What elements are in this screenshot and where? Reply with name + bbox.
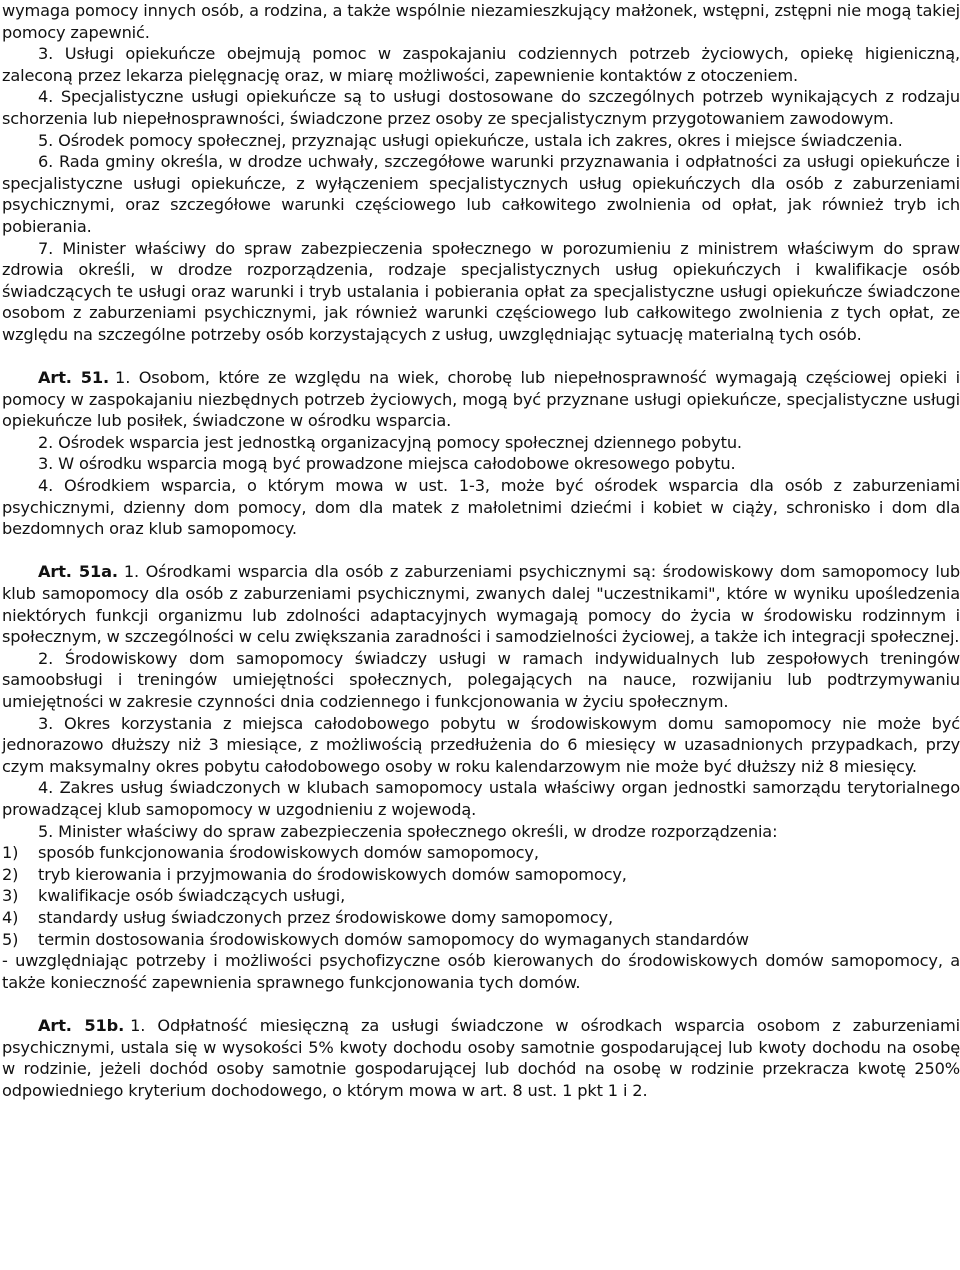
art50-par-4: 4. Specjalistyczne usługi opiekuńcze są to usługi dostosowane do szczególnych potrzeb wynikających z rodzaju schorzenia lub niepełnosprawności, świadczone przez osoby ze specjalistycznym przygotowaniem zawodowym. — [2, 87, 960, 128]
list-item-text: tryb kierowania i przyjmowania do środowiskowych domów samopomocy, — [38, 864, 627, 884]
art50-par-5: 5. Ośrodek pomocy społecznej, przyznając usługi opiekuńcze, ustala ich zakres, okres i miejsce świadczenia. — [38, 130, 903, 150]
list-item-text: sposób funkcjonowania środowiskowych domów samopomocy, — [38, 843, 539, 863]
article-heading: Art. 51b. — [38, 1015, 125, 1035]
article-51 — [2, 367, 960, 540]
list-item-text: standardy usług świadczonych przez środowiskowe domy samopomocy, — [38, 907, 613, 927]
list-item-number: 2) — [2, 864, 19, 884]
list-item — [2, 864, 960, 886]
list-item-text: termin dostosowania środowiskowych domów samopomocy do wymaganych standardów — [38, 929, 749, 949]
art51b-par-1-text: 1. Odpłatność miesięczną za usługi świadczone w ośrodkach wsparcia osobom z zaburzeniami psychicznymi, ustala się w wysokości 5% kwoty dochodu osoby samotnie gospodarującej lub kwoty dochodu na osobę w rodzinie, jeżeli dochód osoby samotnie gospodarującej lub dochód na osobę w rodzinie przekracza kwotę 250% odpowiedniego kryterium dochodowego, o którym mowa w art. 8 ust. 1 pkt 1 i 2. — [2, 1015, 960, 1100]
list-item-number: 5) — [2, 929, 19, 949]
article-51a — [2, 561, 960, 993]
art51a-par-1 — [2, 561, 960, 647]
continued-paragraph: wymaga pomocy innych osób, a rodzina, a także wspólnie niezamieszkujący małżonek, wstępni, zstępni nie mogą takiej pomocy zapewnić. — [2, 1, 960, 42]
art51a-par-3: 3. Okres korzystania z miejsca całodobowego pobytu w środowiskowym domu samopomocy nie może być jednorazowo dłuższy niż 3 miesiące, z możliwością przedłużenia do 6 miesięcy w uzasadnionych przypadkach, przy czym maksymalny okres pobytu całodobowego osoby w roku kalendarzowym nie może być dłuższy niż 8 miesięcy. — [2, 713, 960, 776]
article-51b — [2, 1015, 960, 1101]
list-item — [2, 907, 960, 929]
art50-par-7: 7. Minister właściwy do spraw zabezpieczenia społecznego w porozumieniu z ministrem właściwym do spraw zdrowia określi, w drodze rozporządzenia, rodzaje specjalistycznych usług opiekuńczych i kwalifikacje osób świadczących te usługi oraz warunki i tryb ustalania i pobierania opłat za specjalistyczne usługi opiekuńcze świadczone osobom z zaburzeniami psychicznymi, jak również warunki częściowego lub całkowitego zwolnienia z tych opłat, ze względu na szczególne potrzeby osób korzystających z usług, uwzględniając sytuację materialną tych osób. — [2, 238, 960, 344]
art51b-par-1 — [2, 1015, 960, 1101]
list-item-number: 1) — [2, 843, 19, 863]
art51-par-1-text: 1. Osobom, które ze względu na wiek, chorobę lub niepełnosprawność wymagają częściowej opieki i pomocy w zaspokajaniu niezbędnych potrzeb życiowych, mogą być przyznane usługi opiekuńcze, specjalistyczne usługi opiekuńcze lub posiłek, świadczone w ośrodku wsparcia. — [2, 368, 960, 431]
art51a-par-2: 2. Środowiskowy dom samopomocy świadczy usługi w ramach indywidualnych lub zespołowych treningów samoobsługi i treningów umiejętności społecznych, polegających na nauce, rozwijaniu lub podtrzymywaniu umiejętności w zakresie czynności dnia codziennego i funkcjonowania w życiu społecznym. — [2, 648, 960, 711]
list-item-number: 3) — [2, 886, 19, 906]
art51a-closing: - uwzględniając potrzeby i możliwości psychofizyczne osób kierowanych do środowiskowych domów samopomocy, a także konieczność zapewnienia sprawnego funkcjonowania tych domów. — [2, 951, 960, 992]
art51-par-3: 3. W ośrodku wsparcia mogą być prowadzone miejsca całodobowe okresowego pobytu. — [38, 454, 736, 474]
list-item — [2, 929, 960, 951]
list-item-number: 4) — [2, 907, 19, 927]
article-heading: Art. 51. — [38, 368, 110, 388]
article-heading: Art. 51a. — [38, 562, 118, 582]
art50-par-6: 6. Rada gminy określa, w drodze uchwały, szczegółowe warunki przyznawania i odpłatności za usługi opiekuńcze i specjalistyczne usługi opiekuńcze, z wyłączeniem specjalistycznych usług opiekuńczych dla osób z zaburzeniami psychicznymi, oraz szczegółowe warunki częściowego lub całkowitego zwolnienia od opłat, jak również tryb ich pobierania. — [2, 152, 960, 236]
list-item-text: kwalifikacje osób świadczących usługi, — [38, 886, 346, 906]
list-item — [2, 842, 960, 864]
art50-par-3: 3. Usługi opiekuńcze obejmują pomoc w zaspokajaniu codziennych potrzeb życiowych, opiekę higieniczną, zaleconą przez lekarza pielęgnację oraz, w miarę możliwości, zapewnienie kontaktów z otoczeniem. — [2, 44, 960, 85]
list-item — [2, 885, 960, 907]
art51a-par-4: 4. Zakres usług świadczonych w klubach samopomocy ustala właściwy organ jednostki samorządu terytorialnego prowadzącej klub samopomocy w uzgodnieniu z wojewodą. — [2, 778, 960, 819]
art51-par-2: 2. Ośrodek wsparcia jest jednostką organizacyjną pomocy społecznej dziennego pobytu. — [38, 432, 742, 452]
art51-par-1 — [2, 367, 960, 432]
art51a-par-5: 5. Minister właściwy do spraw zabezpieczenia społecznego określi, w drodze rozporządzenia: — [38, 821, 778, 841]
art51-par-4: 4. Ośrodkiem wsparcia, o którym mowa w ust. 1-3, może być ośrodek wsparcia dla osób z zaburzeniami psychicznymi, dzienny dom pomocy, dom dla matek z małoletnimi dziećmi i kobiet w ciąży, schronisko i dom dla bezdomnych oraz klub samopomocy. — [2, 476, 960, 539]
art51a-par-1-text: 1. Ośrodkami wsparcia dla osób z zaburzeniami psychicznymi są: środowiskowy dom samopomocy lub klub samopomocy dla osób z zaburzeniami psychicznymi, zwanych dalej "uczestnikami", które w wyniku upośledzenia niektórych funkcji organizmu lub zdolności adaptacyjnych wymagają pomocy do życia w środowisku rodzinnym i społecznym, w szczególności w celu zwiększania zaradności i samodzielności życiowej, a także ich integracji społecznej. — [2, 562, 960, 647]
